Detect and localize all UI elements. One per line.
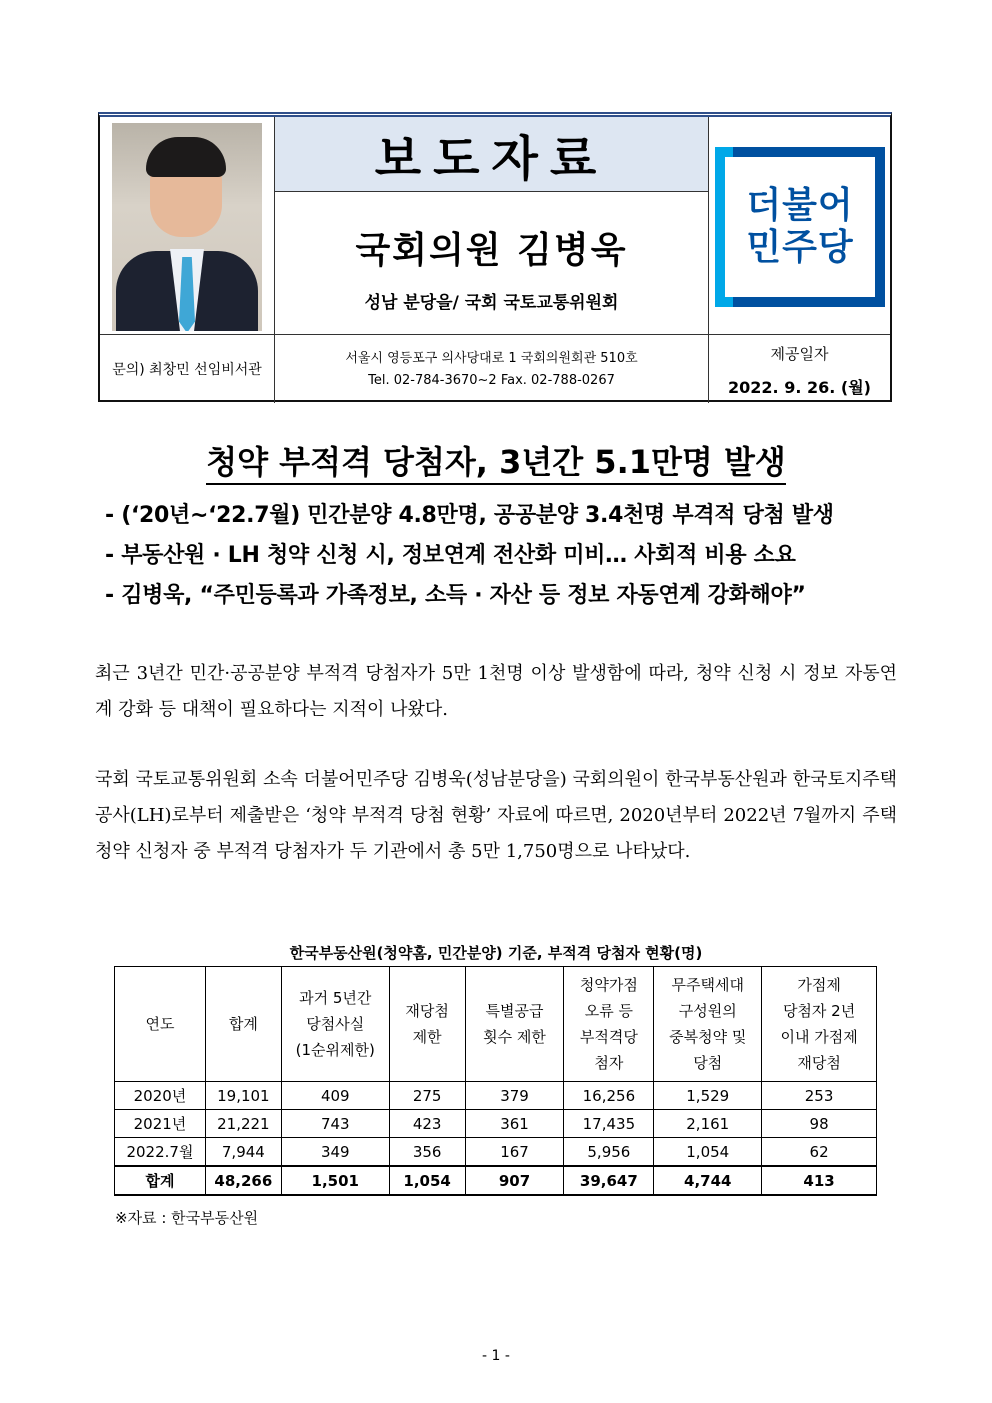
col-header-rewin: 재당첨 제한 bbox=[389, 967, 465, 1082]
contact-person: 문의) 최창민 선임비서관 bbox=[100, 335, 275, 403]
table-cell: 1,054 bbox=[654, 1138, 762, 1167]
col-header-year: 연도 bbox=[115, 967, 206, 1082]
subheadline-1: - (‘20년~‘22.7월) 민간분양 4.8만명, 공공분양 3.4천명 부격적 당첨 발생 bbox=[105, 503, 834, 528]
phone-fax-line: Tel. 02-784-3670~2 Fax. 02-788-0267 bbox=[368, 373, 615, 388]
table-cell: 2,161 bbox=[654, 1110, 762, 1138]
date-value: 2022. 9. 26. (월) bbox=[728, 378, 871, 397]
address-cell bbox=[275, 335, 709, 403]
table-cell: 361 bbox=[465, 1110, 564, 1138]
table-cell: 합계 bbox=[115, 1166, 206, 1195]
table-header-row bbox=[115, 967, 877, 1082]
table-cell: 1,529 bbox=[654, 1082, 762, 1110]
table-cell: 7,944 bbox=[205, 1138, 281, 1167]
table-cell: 1,501 bbox=[281, 1166, 389, 1195]
table-cell: 98 bbox=[762, 1110, 877, 1138]
table-cell: 48,266 bbox=[205, 1166, 281, 1195]
table-cell: 409 bbox=[281, 1082, 389, 1110]
table-cell: 21,221 bbox=[205, 1110, 281, 1138]
logo-text-line2: 민주당 bbox=[746, 227, 854, 268]
date-cell bbox=[709, 335, 890, 403]
press-title: 보도자료 bbox=[374, 130, 609, 187]
table-cell: 379 bbox=[465, 1082, 564, 1110]
table-cell: 2022.7월 bbox=[115, 1138, 206, 1167]
disqualified-winners-table bbox=[114, 966, 877, 1196]
table-row bbox=[115, 1138, 877, 1167]
headline-text: 청약 부적격 당첨자, 3년간 5.1만명 발생 bbox=[206, 443, 786, 485]
col-header-past-win: 과거 5년간 당첨사실 (1순위제한) bbox=[281, 967, 389, 1082]
col-header-total: 합계 bbox=[205, 967, 281, 1082]
headline bbox=[0, 437, 992, 483]
page-number: - 1 - bbox=[482, 1348, 510, 1364]
table-cell: 2021년 bbox=[115, 1110, 206, 1138]
table-cell: 16,256 bbox=[564, 1082, 654, 1110]
date-label: 제공일자 bbox=[770, 345, 829, 363]
table-cell: 413 bbox=[762, 1166, 877, 1195]
member-info bbox=[275, 192, 709, 335]
logo-cell bbox=[709, 117, 890, 335]
col-header-score-error: 청약가점 오류 등 부적격당 첨자 bbox=[564, 967, 654, 1082]
subheadlines bbox=[105, 500, 834, 620]
table-cell: 907 bbox=[465, 1166, 564, 1195]
table-row bbox=[115, 1110, 877, 1138]
table-cell: 39,647 bbox=[564, 1166, 654, 1195]
col-header-duplicate: 무주택세대 구성원의 중복청약 및 당첨 bbox=[654, 967, 762, 1082]
paragraph-1: 최근 3년간 민간·공공분양 부적격 당첨자가 5만 1천명 이상 발생함에 따라, 청약 신청 시 정보 자동연계 강화 등 대책이 필요하다는 지적이 나왔다. bbox=[95, 663, 897, 720]
table-cell: 167 bbox=[465, 1138, 564, 1167]
table-cell: 62 bbox=[762, 1138, 877, 1167]
table-cell: 253 bbox=[762, 1082, 877, 1110]
col-header-special: 특별공급 횟수 제한 bbox=[465, 967, 564, 1082]
address-line: 서울시 영등포구 의사당대로 1 국회의원회관 510호 bbox=[345, 351, 638, 366]
table-cell: 743 bbox=[281, 1110, 389, 1138]
paragraph-2: 국회 국토교통위원회 소속 더불어민주당 김병욱(성남분당을) 국회의원이 한국부동산원과 한국토지주택공사(LH)로부터 제출받은 ‘청약 부적격 당첨 현황’ 자료에 따르면, 2020년부터 2022년 7월까지 주택청약 신청자 중 부적격 당첨자가 두 기관에서 총 5만 1,750명으로 나타났다. bbox=[95, 769, 897, 862]
table-cell: 275 bbox=[389, 1082, 465, 1110]
table-cell: 356 bbox=[389, 1138, 465, 1167]
col-header-score-rewin: 가점제 당첨자 2년 이내 가점제 재당첨 bbox=[762, 967, 877, 1082]
table-cell: 2020년 bbox=[115, 1082, 206, 1110]
member-photo bbox=[112, 123, 262, 331]
table-cell: 4,744 bbox=[654, 1166, 762, 1195]
photo-cell bbox=[100, 117, 275, 335]
table-cell: 349 bbox=[281, 1138, 389, 1167]
subheadline-3: - 김병욱, “주민등록과 가족정보, 소득 · 자산 등 정보 자동연계 강화해야” bbox=[105, 583, 806, 608]
press-header bbox=[98, 112, 892, 402]
party-logo bbox=[715, 147, 885, 307]
table-cell: 5,956 bbox=[564, 1138, 654, 1167]
table-cell: 19,101 bbox=[205, 1082, 281, 1110]
press-title-cell bbox=[275, 117, 709, 192]
table-cell: 423 bbox=[389, 1110, 465, 1138]
member-name: 국회의원 김병욱 bbox=[355, 230, 628, 271]
subheadline-2: - 부동산원 · LH 청약 신청 시, 정보연계 전산화 미비… 사회적 비용 소요 bbox=[105, 543, 796, 568]
table-caption: 한국부동산원(청약홈, 민간분양) 기준, 부적격 당첨자 현황(명) bbox=[289, 944, 703, 962]
table-cell: 17,435 bbox=[564, 1110, 654, 1138]
logo-text-line1: 더불어 bbox=[746, 185, 854, 226]
table-row bbox=[115, 1082, 877, 1110]
member-affiliation: 성남 분당을/ 국회 국토교통위원회 bbox=[364, 293, 619, 313]
table-cell: 1,054 bbox=[389, 1166, 465, 1195]
table-total-row bbox=[115, 1166, 877, 1195]
source-note: ※자료 : 한국부동산원 bbox=[115, 1209, 259, 1227]
